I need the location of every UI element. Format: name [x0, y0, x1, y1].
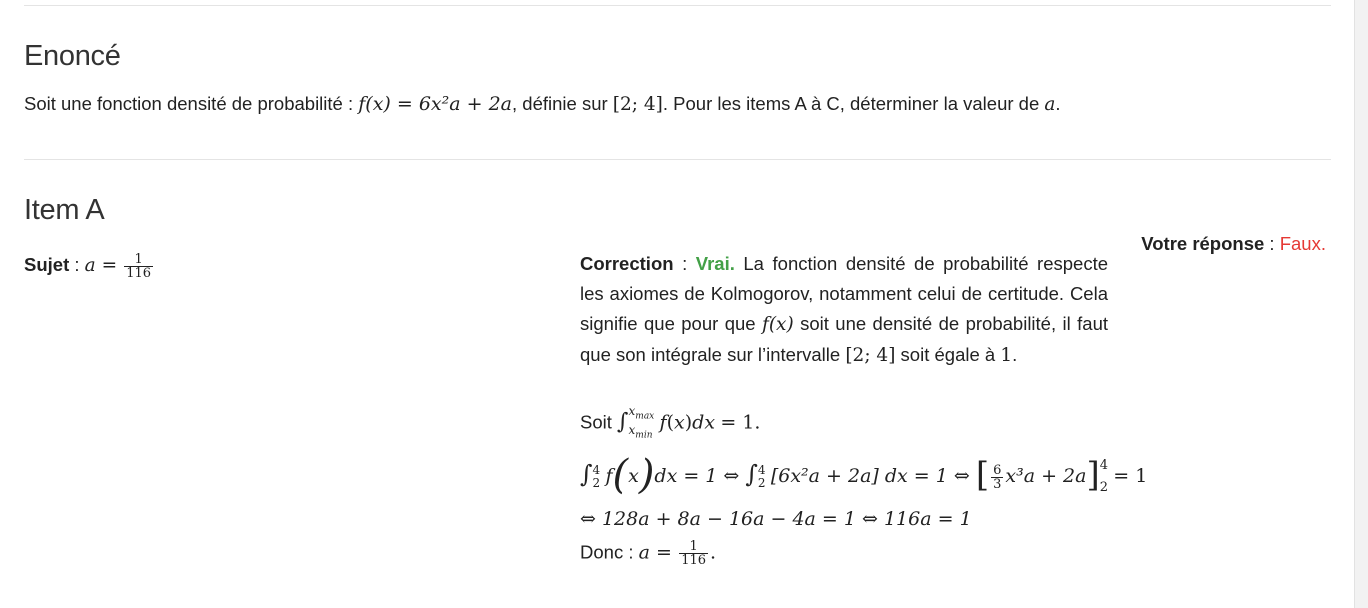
enonce-period: . — [1055, 93, 1061, 114]
sujet-num: 1 — [134, 251, 143, 267]
enonce-statement — [24, 89, 1061, 120]
bracket-close: ] — [1086, 455, 1100, 496]
correction-interval: [2; 4] — [845, 345, 896, 366]
votre-reponse-value: Faux. — [1279, 233, 1326, 254]
donc-line — [580, 540, 716, 567]
correction-text-3: soit égale à — [895, 344, 1001, 365]
bounds-4: 4 2 — [1099, 458, 1108, 495]
expand-line — [580, 508, 972, 531]
enonce-intro: Soit une fonction densité de probabilité : — [24, 93, 359, 114]
integral-fx: f(x) — [605, 452, 655, 499]
enonce-title: Enoncé — [24, 40, 121, 72]
donc-lhs: a = — [638, 541, 672, 564]
item-a-title: Item A — [24, 194, 105, 226]
correction-fx: f(x) — [761, 314, 794, 335]
enonce-interval: [2; 4] — [612, 94, 663, 115]
donc-num: 1 — [689, 539, 698, 554]
bracket-open: [ — [975, 455, 990, 496]
sujet-sep: : — [69, 254, 85, 275]
enonce-function: f(x) = 6x²a + 2a — [358, 93, 513, 115]
donc-den: 116 — [681, 553, 707, 568]
integral-sign-icon-3: ∫ — [745, 460, 758, 489]
integral-detail-line — [580, 452, 1148, 499]
divider-top — [24, 5, 1331, 6]
sujet-lhs: a = — [84, 255, 118, 276]
soit-result: = 1. — [720, 411, 761, 434]
divider-middle — [24, 159, 1331, 160]
scrollbar[interactable] — [1354, 0, 1368, 608]
correction-sep: : — [673, 253, 696, 274]
expand-text: ⇔ 128a + 8a − 16a − 4a = 1 ⇔ 116a = 1 — [580, 508, 972, 530]
donc-end: . — [710, 541, 717, 564]
integral-body: f(x)dx — [659, 411, 716, 434]
six-thirds: $\frac{6}{3}$ — [993, 462, 1002, 492]
enonce-variable: a — [1044, 94, 1056, 115]
integral-sign-icon: ∫ — [617, 409, 629, 435]
votre-reponse-label: Votre réponse — [1141, 233, 1265, 254]
correction-label: Correction — [580, 253, 674, 274]
detail-a: dx = 1 ⇔ — [654, 465, 746, 488]
correction-paragraph — [580, 249, 1108, 371]
donc-fraction — [679, 540, 708, 567]
bounds-3: 4 2 — [757, 463, 766, 490]
soit-label: Soit — [580, 411, 618, 433]
correction-text-4: . — [1012, 344, 1018, 365]
soit-line — [580, 404, 760, 443]
integral-sign-icon-2: ∫ — [580, 460, 593, 489]
bounds-2: 4 2 — [592, 463, 601, 490]
votre-reponse-sep: : — [1264, 233, 1280, 254]
integral-bounds: $x_{max}$ $x_{min}$ — [628, 404, 655, 441]
item-a-sujet — [24, 250, 155, 281]
donc-label: Donc : — [580, 541, 639, 563]
sujet-fraction — [124, 253, 153, 280]
detail-c: = 1 — [1113, 465, 1148, 488]
correction-one: 1 — [1000, 345, 1013, 366]
sujet-label: Sujet — [24, 254, 70, 275]
enonce-end: . Pour les items A à C, déterminer la valeur de — [662, 93, 1045, 114]
correction-text-1: La fonction densité de probabilité respecte les axiomes de Kolmogorov, notamment celui de certitude. Cela signifie que pour que — [580, 253, 1109, 334]
bracket-body: x³a + 2a — [1005, 465, 1087, 488]
detail-b: [6x²a + 2a] dx = 1 ⇔ — [770, 465, 976, 488]
correction-verdict: Vrai. — [695, 253, 735, 274]
correction-text-2: soit une densité de probabilité, il faut que son intégrale sur l’intervalle — [580, 313, 1108, 365]
votre-reponse — [1141, 229, 1326, 259]
enonce-middle: , définie sur — [512, 93, 613, 114]
sujet-den: 116 — [126, 265, 152, 281]
